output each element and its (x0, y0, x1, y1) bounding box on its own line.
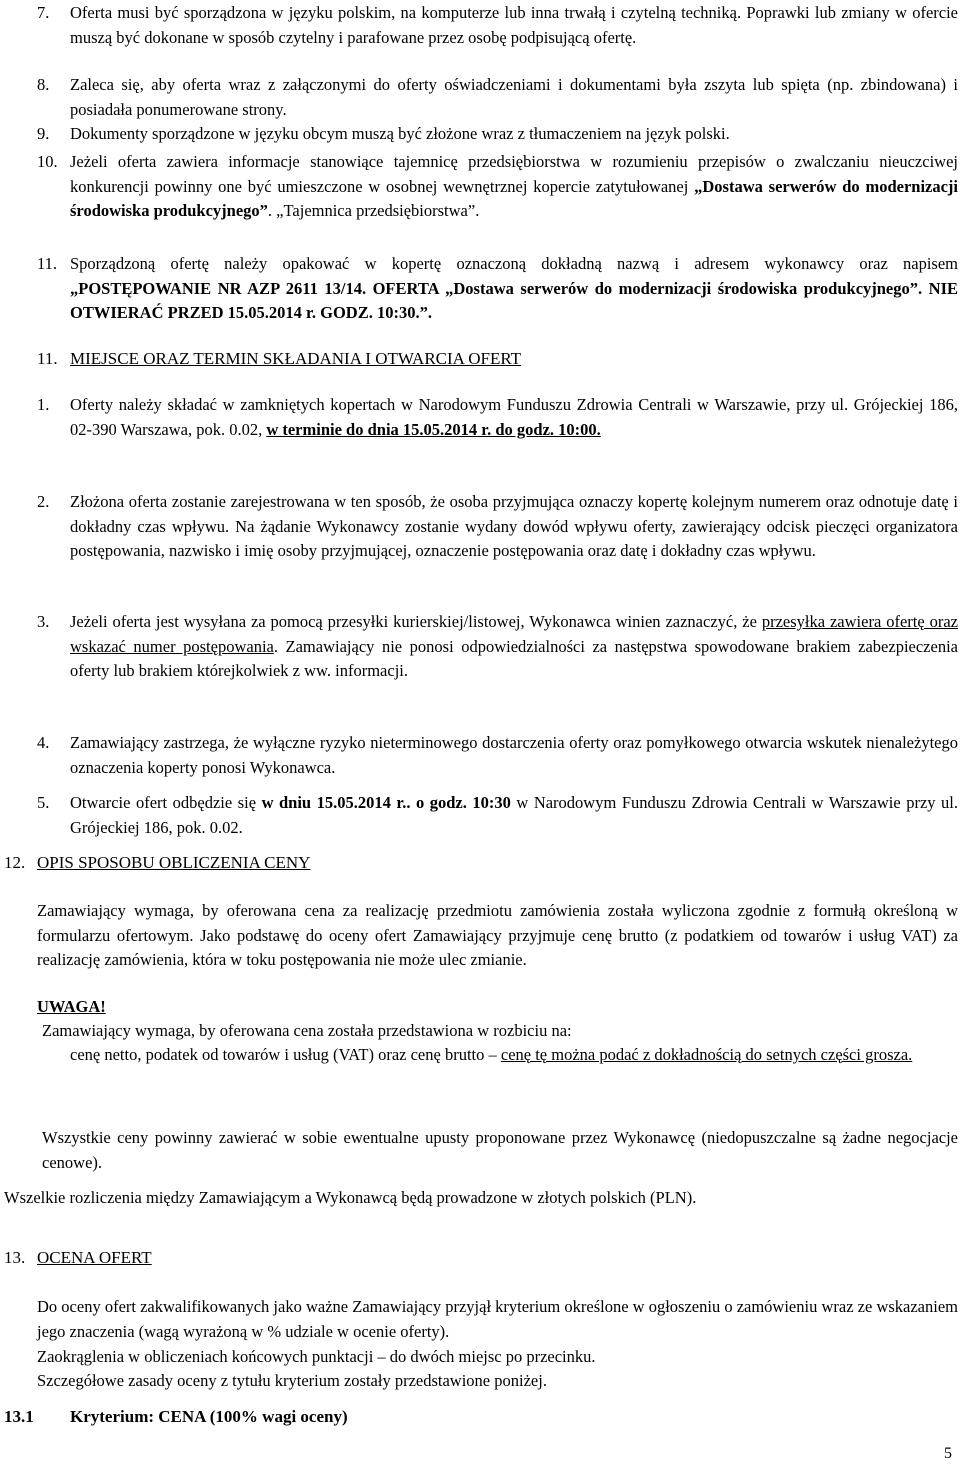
list-item: Zaleca się, aby oferta wraz z załączonymi do oferty oświadczeniami i dokumentami była zszyta lub spięta (np. zbindowana) i posiadała ponumerowane strony. (70, 75, 958, 119)
list-item: Złożona oferta zostanie zarejestrowana w ten sposób, że osoba przyjmująca oznaczy kopertę kolejnym numerem oraz odnotuje datę i dokładny czas wpływu. Na żądanie Wykonawcy zostanie wydany dowód wpływu oferty, zawierający odcisk pieczęci organizatora postępowania, nazwisko i imię osoby przyjmującej, oznaczenie postępowania oraz datę i dokładny czas wpływu. (70, 492, 958, 560)
paragraph: Szczegółowe zasady oceny z tytułu kryterium zostały przedstawione poniżej. (37, 1371, 547, 1390)
item-number: 9. (37, 124, 50, 143)
item-number: 2. (37, 492, 50, 511)
paragraph: cenę netto, podatek od towarów i usług (VAT) oraz cenę brutto – cenę tę można podać z dokładnością do setnych części grosza. (70, 1045, 913, 1064)
item-number: 10. (37, 152, 58, 171)
list-item: Oferta musi być sporządzona w języku polskim, na komputerze lub inna trwałą i czytelną techniką. Poprawki lub zmiany w ofercie muszą być dokonane w sposób czytelny i parafowane przez osobę podpisującą ofertę. (70, 3, 958, 47)
section-title: OCENA OFERT (37, 1248, 152, 1267)
subsection-number: 13.1 (4, 1407, 34, 1426)
paragraph: Zamawiający wymaga, by oferowana cena została przedstawiona w rozbiciu na: (42, 1021, 572, 1040)
item-number: 7. (37, 3, 50, 22)
item-number: 3. (37, 612, 50, 631)
paragraph: Wszelkie rozliczenia między Zamawiającym a Wykonawcą będą prowadzone w złotych polskich (PLN). (4, 1188, 697, 1207)
item-number: 4. (37, 733, 50, 752)
list-item: Jeżeli oferta zawiera informacje stanowiące tajemnicę przedsiębiorstwa w rozumieniu przepisów o zwalczaniu nieuczciwej konkurencji powinny one być umieszczone w osobnej wewnętrznej kopercie zatytułowanej „Dostawa serwerów do modernizacji środowiska produkcyjnego”. „Tajemnica przedsiębiorstwa”. (70, 152, 958, 220)
paragraph: Do oceny ofert zakwalifikowanych jako ważne Zamawiający przyjął kryterium określone w ogłoszeniu o zamówieniu wraz ze wskazaniem jego znaczenia (wagą wyrażoną w % udziale w ocenie oferty). (37, 1297, 958, 1341)
section-title: OPIS SPOSOBU OBLICZENIA CENY (37, 853, 311, 872)
item-number: 5. (37, 793, 50, 812)
list-item: Oferty należy składać w zamkniętych kopertach w Narodowym Funduszu Zdrowia Centrali w Warszawie, przy ul. Grójeckiej 186, 02-390 Warszawa, pok. 0.02, w terminie do dnia 15.05.2014 r. do godz. 10:00. (70, 395, 958, 439)
list-item: Otwarcie ofert odbędzie się w dniu 15.05.2014 r.. o godz. 10:30 w Narodowym Funduszu Zdrowia Centrali w Warszawie przy ul. Grójeckiej 186, pok. 0.02. (70, 793, 958, 837)
paragraph: Zamawiający wymaga, by oferowana cena za realizację przedmiotu zamówienia została wyliczona zgodnie z formułą określoną w formularzu ofertowym. Jako podstawę do oceny ofert Zamawiający przyjmuje cenę brutto (z podatkiem od towarów i usług VAT) za realizację zamówienia, która w toku postępowania nie może ulec zmianie. (37, 901, 958, 969)
warning-label: UWAGA! (37, 997, 106, 1016)
item-number: 11. (37, 254, 58, 273)
section-number: 13. (4, 1248, 26, 1267)
page-number: 5 (944, 1445, 952, 1462)
section-number: 11. (37, 349, 58, 368)
item-number: 1. (37, 395, 50, 414)
subsection-title: Kryterium: CENA (100% wagi oceny) (70, 1407, 348, 1426)
paragraph: Zaokrąglenia w obliczeniach końcowych punktacji – do dwóch miejsc po przecinku. (37, 1347, 596, 1366)
list-item: Zamawiający zastrzega, że wyłączne ryzyko nieterminowego dostarczenia oferty oraz pomyłkowego otwarcia wskutek nienależytego oznaczenia koperty ponosi Wykonawca. (70, 733, 958, 777)
list-item: Sporządzoną ofertę należy opakować w kopertę oznaczoną dokładną nazwą i adresem wykonawcy oraz napisem „POSTĘPOWANIE NR AZP 2611 13/14. OFERTA „Dostawa serwerów do modernizacji środowiska produkcyjnego”. NIE OTWIERAĆ PRZED 15.05.2014 r. GODZ. 10:30.”. (70, 254, 958, 322)
list-item: Dokumenty sporządzone w języku obcym muszą być złożone wraz z tłumaczeniem na język polski. (70, 124, 730, 143)
section-number: 12. (4, 853, 26, 872)
paragraph: Wszystkie ceny powinny zawierać w sobie ewentualne upusty proponowane przez Wykonawcę (niedopuszczalne są żadne negocjacje cenowe). (42, 1128, 958, 1172)
item-number: 8. (37, 75, 50, 94)
section-title: MIEJSCE ORAZ TERMIN SKŁADANIA I OTWARCIA OFERT (70, 349, 522, 368)
list-item: Jeżeli oferta jest wysyłana za pomocą przesyłki kurierskiej/listowej, Wykonawca winien zaznaczyć, że przesyłka zawiera ofertę oraz wskazać numer postępowania. Zamawiający nie ponosi odpowiedzialności za następstwa spowodowane brakiem zabezpieczenia oferty lub brakiem którejkolwiek z ww. informacji. (70, 612, 958, 680)
